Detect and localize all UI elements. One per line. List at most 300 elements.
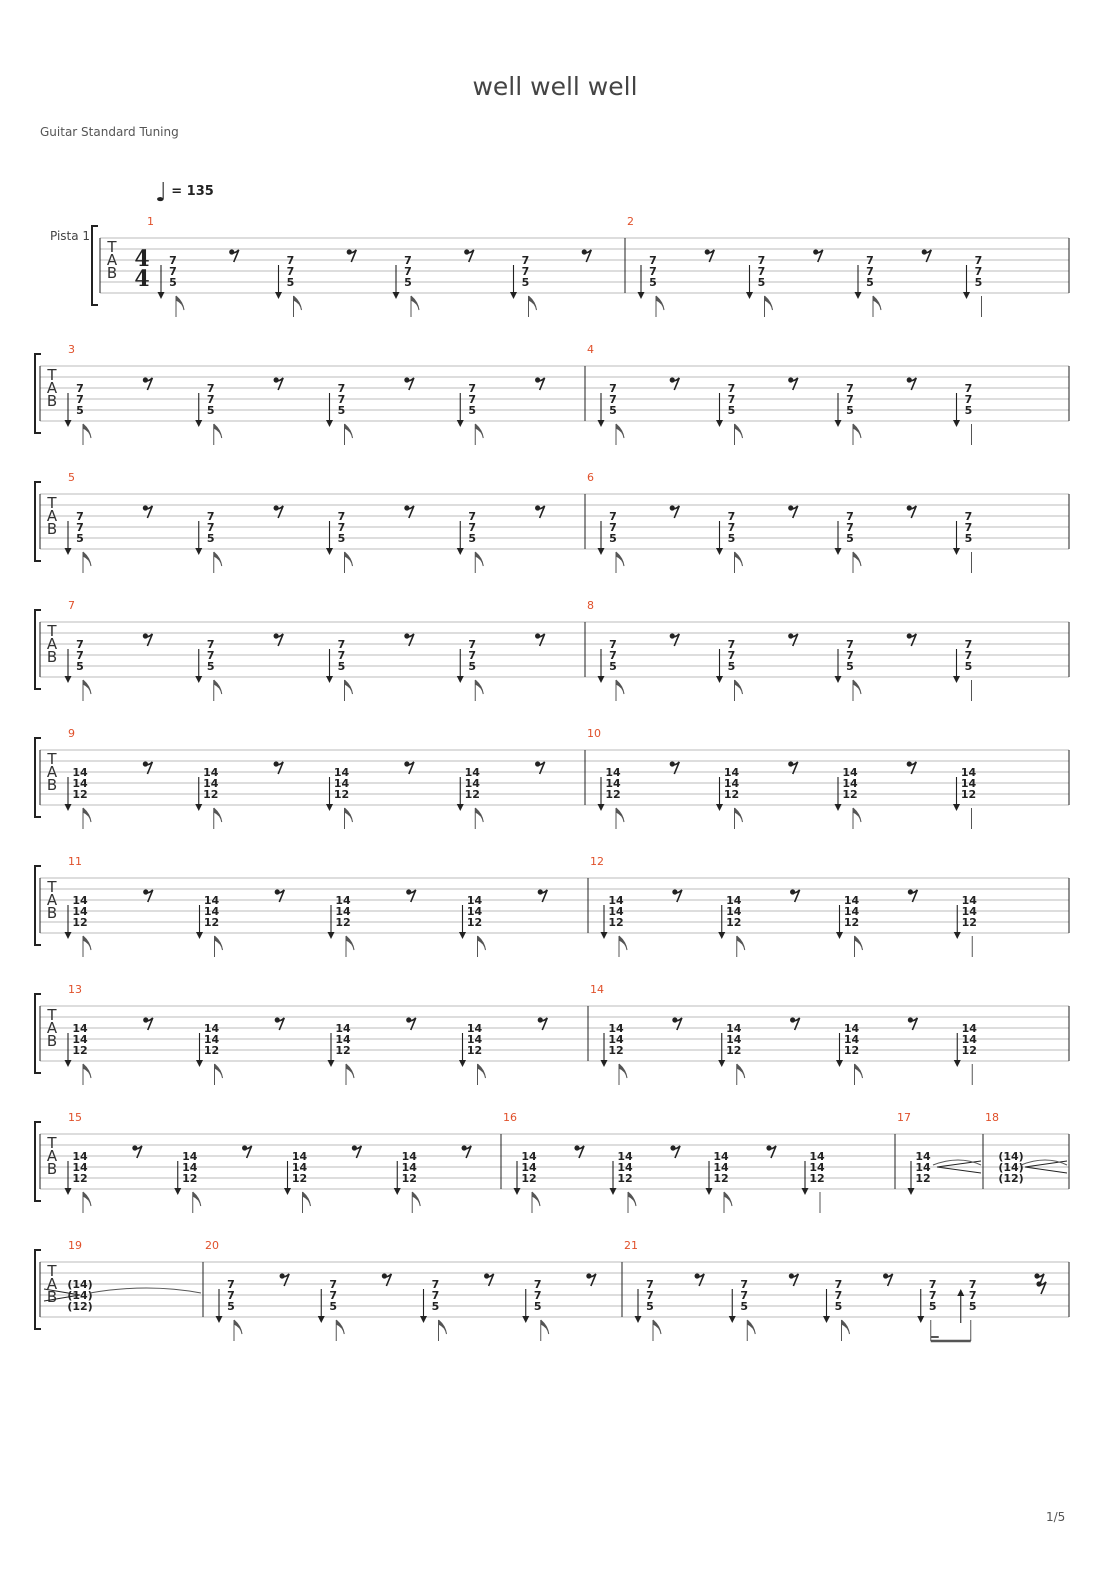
chord-fret: 14	[521, 1161, 537, 1174]
strum-down-arrow-icon	[954, 932, 961, 939]
note-stem-flag	[853, 552, 861, 566]
note-stem-flag	[412, 1192, 420, 1206]
strum-down-arrow-icon	[598, 548, 605, 555]
note-stem-flag	[83, 936, 91, 950]
chord-fret: 12	[961, 916, 977, 929]
chord-fret: 5	[740, 1300, 749, 1313]
chord-fret: 12	[608, 916, 624, 929]
chord-fret: 7	[727, 649, 736, 662]
chord-fret: 12	[843, 916, 860, 929]
chord-fret: 14	[605, 766, 621, 779]
chord-fret: 7	[649, 265, 657, 278]
measure-number: 5	[68, 471, 75, 484]
chord-fret: 7	[76, 393, 84, 406]
strum-down-arrow-icon	[174, 1188, 181, 1195]
measure-number: 1	[147, 215, 154, 228]
chord-fret: 5	[974, 276, 983, 289]
chord-fret: 14	[72, 777, 88, 790]
eighth-rest-dot	[464, 249, 469, 254]
note-stem-flag	[83, 680, 91, 694]
measure-number: 13	[68, 983, 82, 996]
chord-fret: 5	[846, 404, 854, 417]
chord-fret: 14	[961, 1033, 977, 1046]
strum-down-arrow-icon	[835, 804, 842, 811]
note-stem-flag	[541, 1320, 549, 1334]
chord-fret: 12	[617, 1172, 633, 1185]
strum-down-arrow-icon	[326, 548, 333, 555]
tab-clef-letter: T	[47, 622, 57, 640]
chord-fret: 7	[649, 254, 657, 267]
chord-fret: 14	[713, 1161, 729, 1174]
chord-fret: 12	[608, 1044, 624, 1057]
note-stem-flag	[193, 1192, 201, 1206]
strum-down-arrow-icon	[718, 932, 725, 939]
note-stem-flag	[475, 680, 483, 694]
measure-number: 20	[205, 1239, 219, 1252]
strum-down-arrow-icon	[158, 292, 165, 299]
chord-fret: 7	[609, 393, 617, 406]
chord-fret: 7	[76, 638, 84, 651]
chord-fret: 7	[757, 254, 766, 267]
chord-fret: 5	[846, 532, 854, 545]
chord-fret: 7	[521, 254, 530, 267]
chord-fret: 7	[727, 382, 736, 395]
strum-down-arrow-icon	[718, 1060, 725, 1067]
note-stem-flag	[214, 424, 222, 438]
note-stem-flag	[616, 808, 624, 822]
chord-fret: 5	[609, 660, 617, 673]
eighth-rest-dot	[672, 889, 677, 894]
strum-down-arrow-icon	[917, 1316, 924, 1323]
chord-fret: 7	[846, 510, 854, 523]
chord-fret: 7	[337, 638, 346, 651]
tuning-label: Guitar Standard Tuning	[40, 125, 179, 139]
strum-down-arrow-icon	[65, 1060, 72, 1067]
note-stem-flag	[737, 1064, 745, 1078]
page-number: 1/5	[1046, 1510, 1066, 1524]
chord-fret: 7	[968, 1289, 977, 1302]
chord-fret: 7	[206, 521, 215, 534]
chord-fret: 14	[203, 905, 220, 918]
chord-fret: 7	[609, 510, 617, 523]
strum-down-arrow-icon	[393, 292, 400, 299]
chord-fret: 14	[72, 1033, 88, 1046]
eighth-rest-dot	[1034, 1273, 1039, 1278]
chord-fret: 7	[834, 1289, 843, 1302]
note-stem-flag	[346, 936, 354, 950]
chord-fret: 5	[76, 660, 84, 673]
measure-number: 18	[985, 1111, 999, 1124]
chord-fret: 7	[206, 649, 215, 662]
chord-fret: 7	[533, 1289, 542, 1302]
chord-fret: 14	[843, 1022, 860, 1035]
strum-down-arrow-icon	[802, 1188, 809, 1195]
chord-fret: 7	[866, 254, 874, 267]
note-stem-flag	[214, 808, 222, 822]
eighth-rest-dot	[406, 889, 411, 894]
chord-fret: 7	[468, 393, 477, 406]
strum-down-arrow-icon	[953, 676, 960, 683]
chord-fret: 7	[76, 382, 84, 395]
eighth-rest-dot	[586, 1273, 591, 1278]
tab-clef-letter: T	[107, 238, 117, 256]
chord-fret: 12	[466, 1044, 483, 1057]
chord-fret: 12	[182, 1172, 198, 1185]
tab-clef-letter: A	[46, 891, 58, 909]
chord-fret: 12	[726, 1044, 742, 1057]
chord-fret: 5	[329, 1300, 338, 1313]
chord-fret: 14	[617, 1150, 633, 1163]
chord-fret: 5	[834, 1300, 843, 1313]
eighth-rest-dot	[790, 889, 795, 894]
note-stem-flag	[475, 552, 483, 566]
strum-down-arrow-icon	[835, 420, 842, 427]
strum-down-arrow-icon	[716, 420, 723, 427]
chord-fret: 7	[227, 1278, 235, 1291]
chord-fret: 14	[182, 1161, 198, 1174]
chord-fret: 7	[968, 1278, 977, 1291]
chord-fret: 7	[404, 265, 412, 278]
chord-fret: 14	[333, 766, 350, 779]
tab-clef-letter: B	[46, 392, 58, 410]
strum-down-arrow-icon	[65, 804, 72, 811]
chord-fret: 7	[727, 510, 736, 523]
chord-fret: 7	[964, 382, 973, 395]
note-stem-flag	[853, 680, 861, 694]
note-stem-flag	[747, 1320, 755, 1334]
tab-clef-letter: T	[47, 494, 57, 512]
note-stem-flag	[345, 680, 353, 694]
chord-fret: 14	[335, 894, 351, 907]
chord-fret: (12)	[998, 1172, 1024, 1185]
chord-fret: 5	[76, 532, 84, 545]
note-stem-flag	[653, 1320, 661, 1334]
strum-down-arrow-icon	[835, 676, 842, 683]
measure-number: 2	[627, 215, 634, 228]
chord-fret: 5	[206, 532, 215, 545]
eighth-rest-dot	[582, 249, 587, 254]
eighth-rest-dot	[788, 633, 793, 638]
strum-down-arrow-icon	[459, 932, 466, 939]
chord-fret: 14	[335, 1033, 351, 1046]
tab-clef-letter: A	[106, 251, 118, 269]
chord-fret: 5	[404, 276, 412, 289]
chord-fret: 5	[468, 404, 477, 417]
note-stem-flag	[853, 424, 861, 438]
tab-clef-letter: T	[47, 1134, 57, 1152]
eighth-rest-dot	[922, 249, 927, 254]
strum-down-arrow-icon	[65, 932, 72, 939]
chord-fret: 12	[464, 788, 480, 801]
strum-down-arrow-icon	[65, 676, 72, 683]
strum-down-arrow-icon	[635, 1316, 642, 1323]
chord-fret: 5	[846, 660, 854, 673]
note-stem-flag	[215, 1064, 223, 1078]
time-signature-top: 4	[134, 246, 150, 272]
chord-fret: 14	[335, 905, 351, 918]
eighth-rest-dot	[406, 1017, 411, 1022]
strum-down-arrow-icon	[953, 420, 960, 427]
note-stem-flag	[724, 1192, 732, 1206]
chord-fret: 14	[521, 1150, 537, 1163]
chord-fret: 5	[533, 1300, 542, 1313]
eighth-rest-dot	[352, 1145, 357, 1150]
chord-fret: 7	[206, 382, 215, 395]
note-stem-flag	[346, 1064, 354, 1078]
chord-fret: 14	[960, 766, 977, 779]
tab-clef-letter: B	[46, 776, 58, 794]
chord-fret: 12	[723, 788, 740, 801]
chord-fret: 14	[466, 1022, 483, 1035]
chord-fret: 5	[649, 276, 657, 289]
chord-fret: 12	[72, 916, 88, 929]
eighth-rest-dot	[404, 505, 409, 510]
chord-fret: 7	[964, 649, 973, 662]
chord-fret: 14	[608, 894, 624, 907]
chord-fret: 5	[337, 532, 346, 545]
chord-fret: 5	[646, 1300, 654, 1313]
eighth-rest-dot	[574, 1145, 579, 1150]
strum-down-arrow-icon	[457, 676, 464, 683]
chord-fret: 5	[757, 276, 766, 289]
tempo-label: = 135	[171, 184, 214, 199]
chord-fret: 5	[468, 532, 477, 545]
chord-fret: 5	[337, 660, 346, 673]
note-stem-flag	[83, 552, 91, 566]
eighth-rest-dot	[813, 249, 818, 254]
strum-down-arrow-icon	[638, 292, 645, 299]
strum-down-arrow-icon	[598, 420, 605, 427]
chord-fret: 14	[203, 766, 219, 779]
chord-fret: 7	[76, 649, 84, 662]
chord-fret: 7	[740, 1289, 749, 1302]
note-stem-flag	[735, 552, 743, 566]
chord-fret: 14	[713, 1150, 729, 1163]
measure-number: 11	[68, 855, 82, 868]
eighth-rest-dot	[274, 505, 279, 510]
tab-clef-letter: T	[47, 1262, 57, 1280]
chord-fret: 12	[203, 916, 220, 929]
chord-fret: 7	[169, 254, 177, 267]
chord-fret: 7	[468, 649, 477, 662]
note-stem-flag	[336, 1320, 344, 1334]
eighth-rest-dot	[347, 249, 352, 254]
strum-down-arrow-icon	[716, 676, 723, 683]
measure-number: 19	[68, 1239, 82, 1252]
chord-fret: 7	[928, 1289, 937, 1302]
eighth-rest-dot	[242, 1145, 247, 1150]
chord-fret: 14	[203, 894, 220, 907]
chord-fret: 14	[608, 905, 624, 918]
strum-down-arrow-icon	[601, 932, 608, 939]
chord-fret: 14	[72, 1161, 88, 1174]
chord-fret: 7	[964, 510, 973, 523]
eighth-rest-dot	[143, 633, 148, 638]
chord-fret: 14	[203, 777, 219, 790]
chord-fret: 7	[846, 393, 854, 406]
chord-fret: 14	[723, 766, 740, 779]
chord-fret: 7	[286, 254, 295, 267]
chord-fret: 7	[974, 265, 983, 278]
note-stem-flag	[765, 296, 773, 310]
strum-down-arrow-icon	[823, 1316, 830, 1323]
tab-clef-letter: A	[46, 763, 58, 781]
chord-fret: 7	[646, 1278, 654, 1291]
chord-fret: 14	[72, 1022, 88, 1035]
strum-down-arrow-icon	[284, 1188, 291, 1195]
chord-fret: 12	[401, 1172, 417, 1185]
chord-fret: 5	[337, 404, 346, 417]
strum-down-arrow-icon	[716, 548, 723, 555]
chord-fret: 14	[809, 1161, 825, 1174]
tab-clef-letter: A	[46, 507, 58, 525]
chord-fret: 7	[468, 382, 477, 395]
chord-fret: 7	[928, 1278, 937, 1291]
chord-fret: 12	[605, 788, 621, 801]
track-name: Pista 1	[50, 229, 91, 243]
chord-fret: 12	[72, 788, 88, 801]
chord-fret: 7	[337, 382, 346, 395]
chord-fret: 5	[964, 404, 973, 417]
eighth-rest-dot	[404, 377, 409, 382]
note-stem-flag	[855, 936, 863, 950]
chord-fret: 7	[329, 1278, 338, 1291]
note-stem-flag	[873, 296, 881, 310]
eighth-rest-dot	[907, 761, 912, 766]
strum-down-arrow-icon	[953, 548, 960, 555]
tab-clef-letter: T	[47, 878, 57, 896]
chord-fret: 5	[609, 532, 617, 545]
tab-clef-letter: B	[106, 264, 118, 282]
chord-fret: 7	[834, 1278, 843, 1291]
measure-number: 15	[68, 1111, 82, 1124]
chord-fret: 7	[227, 1289, 235, 1302]
eighth-rest-dot	[883, 1273, 888, 1278]
time-signature-bottom: 4	[134, 266, 150, 292]
note-stem-flag	[842, 1320, 850, 1334]
eighth-rest-dot	[143, 377, 148, 382]
system-bracket	[92, 226, 98, 305]
eighth-rest-dot	[670, 761, 675, 766]
chord-fret: 5	[968, 1300, 977, 1313]
chord-fret: 7	[533, 1278, 542, 1291]
chord-fret: 12	[809, 1172, 825, 1185]
chord-fret: 14	[726, 905, 742, 918]
eighth-rest-dot	[143, 761, 148, 766]
chord-fret: 7	[206, 393, 215, 406]
note-stem-flag	[616, 552, 624, 566]
chord-fret: 5	[964, 660, 973, 673]
chord-fret: 14	[401, 1150, 417, 1163]
tab-clef-letter: A	[46, 1019, 58, 1037]
eighth-rest-dot	[382, 1273, 387, 1278]
strum-down-arrow-icon	[195, 420, 202, 427]
chord-fret: 7	[964, 638, 973, 651]
strum-down-arrow-icon	[835, 548, 842, 555]
chord-fret: 7	[468, 638, 477, 651]
eighth-rest-dot	[404, 761, 409, 766]
strum-down-arrow-icon	[514, 1188, 521, 1195]
note-stem-flag	[83, 1064, 91, 1078]
chord-fret: 7	[609, 638, 617, 651]
chord-fret: 5	[727, 660, 736, 673]
strum-down-arrow-icon	[459, 1060, 466, 1067]
chord-fret: 7	[727, 521, 736, 534]
chord-fret: 14	[72, 1150, 88, 1163]
chord-fret: 14	[605, 777, 621, 790]
tab-clef-letter: B	[46, 520, 58, 538]
chord-fret: 5	[206, 660, 215, 673]
chord-fret: 14	[291, 1150, 308, 1163]
eighth-rest-dot	[788, 505, 793, 510]
chord-fret: 7	[337, 393, 346, 406]
eighth-rest-dot	[907, 505, 912, 510]
strum-down-arrow-icon	[457, 548, 464, 555]
strum-down-arrow-icon	[836, 1060, 843, 1067]
note-stem-flag	[303, 1192, 311, 1206]
strum-down-arrow-icon	[510, 292, 517, 299]
measure-number: 4	[587, 343, 594, 356]
tab-clef-letter: B	[46, 1160, 58, 1178]
chord-fret: 14	[842, 766, 858, 779]
chord-fret: 12	[335, 916, 351, 929]
chord-fret: 12	[203, 1044, 220, 1057]
strum-down-arrow-icon	[598, 676, 605, 683]
eighth-rest-dot	[705, 249, 710, 254]
chord-fret: 7	[521, 265, 530, 278]
chord-fret: 14	[842, 777, 858, 790]
chord-fret: 7	[846, 382, 854, 395]
strum-down-arrow-icon	[195, 548, 202, 555]
quarter-note-icon: ♩	[155, 178, 168, 208]
chord-fret: 12	[203, 788, 219, 801]
chord-fret: 7	[727, 393, 736, 406]
chord-fret: 14	[961, 1022, 977, 1035]
note-stem-flag	[855, 1064, 863, 1078]
strum-down-arrow-icon	[457, 804, 464, 811]
chord-fret: 7	[468, 510, 477, 523]
chord-fret: 14	[617, 1161, 633, 1174]
tab-clef-letter: B	[46, 1288, 58, 1306]
chord-fret: 14	[72, 766, 88, 779]
chord-fret: 14	[72, 894, 88, 907]
chord-fret: 12	[842, 788, 858, 801]
chord-fret: 14	[401, 1161, 417, 1174]
strum-down-arrow-icon	[954, 1060, 961, 1067]
note-stem-flag	[735, 680, 743, 694]
chord-fret: 7	[609, 382, 617, 395]
measure-number: 12	[590, 855, 604, 868]
eighth-rest-dot	[274, 761, 279, 766]
chord-fret: 5	[866, 276, 874, 289]
chord-fret: 12	[291, 1172, 308, 1185]
note-stem-flag	[735, 424, 743, 438]
strum-down-arrow-icon	[598, 804, 605, 811]
chord-fret: 7	[337, 510, 346, 523]
chord-fret: 14	[915, 1150, 931, 1163]
tab-clef-letter: A	[46, 1275, 58, 1293]
chord-fret: 7	[431, 1289, 440, 1302]
strum-down-arrow-icon	[855, 292, 862, 299]
note-stem-flag	[83, 424, 91, 438]
chord-fret: 12	[843, 1044, 860, 1057]
chord-fret: 12	[961, 1044, 977, 1057]
chord-fret: 5	[727, 404, 736, 417]
tab-clef-letter: T	[47, 750, 57, 768]
eighth-rest-dot	[535, 505, 540, 510]
strum-down-arrow-icon	[326, 676, 333, 683]
eighth-rest-dot	[907, 377, 912, 382]
